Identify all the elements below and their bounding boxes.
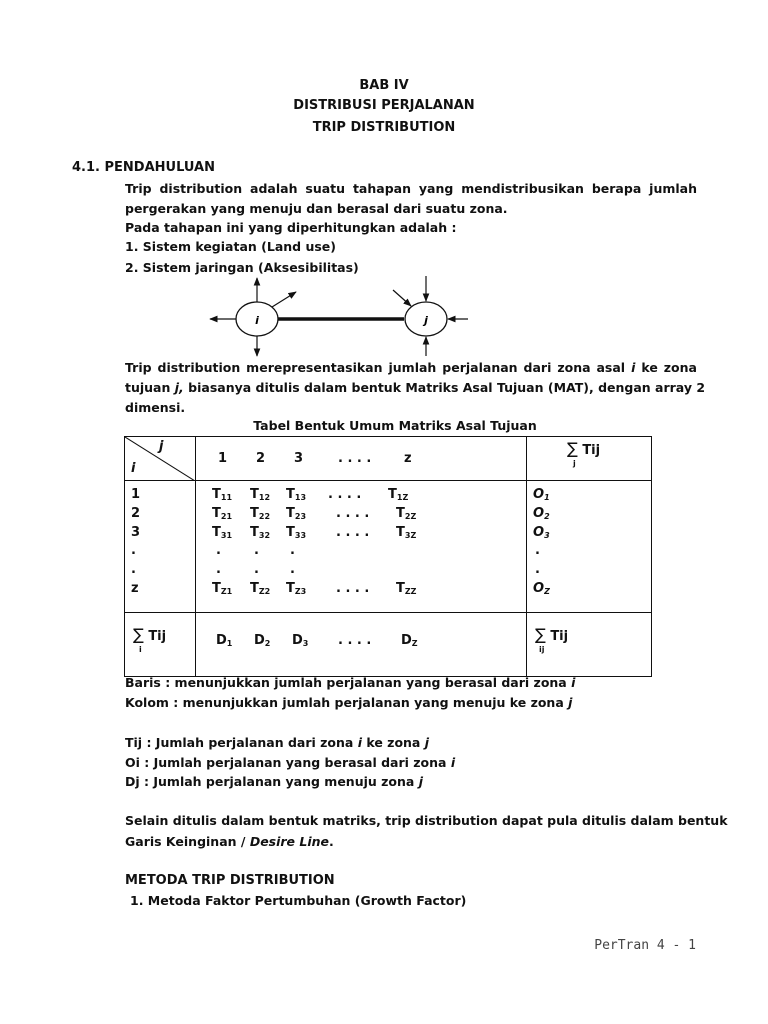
table-caption: Tabel Bentuk Umum Matriks Asal Tujuan xyxy=(253,418,537,433)
corner-j-label: j xyxy=(159,439,164,454)
sigma-icon: ∑ xyxy=(535,625,546,644)
matrix-ellipsis: . . . . xyxy=(336,506,370,521)
matrix-entry: TZ1 xyxy=(212,581,233,596)
paragraph-3-line-2: tujuan j, biasanya ditulis dalam bentuk Matriks Asal Tujuan (MAT), dengan array 2 xyxy=(125,380,706,395)
metoda-heading: METODA TRIP DISTRIBUTION xyxy=(125,873,335,888)
paragraph-2: Pada tahapan ini yang diperhitungkan adalah : xyxy=(125,220,457,235)
origin-total: O2 xyxy=(533,506,550,521)
origin-total: O3 xyxy=(533,525,550,540)
note-baris: Baris : menunjukkan jumlah perjalanan yang berasal dari zona i xyxy=(125,675,576,690)
arrow-j-from-topleft xyxy=(393,290,411,306)
col-header: z xyxy=(404,451,412,466)
matrix-entry: T21 xyxy=(212,506,233,521)
origin-dot: . xyxy=(535,543,540,558)
matrix-dot: . xyxy=(254,562,259,577)
definition-tij: Tij : Jumlah perjalanan dari zona i ke zona j xyxy=(125,735,430,750)
sum-ij-subscript: ij xyxy=(539,645,545,654)
list-item-2: 2. Sistem jaringan (Aksesibilitas) xyxy=(125,260,359,275)
matrix-entry: TZZ xyxy=(396,581,417,596)
row-label: z xyxy=(131,581,139,596)
row-label: 3 xyxy=(131,525,141,540)
sum-ij-cell xyxy=(527,613,652,677)
row-labels-cell xyxy=(125,481,196,613)
sigma-icon: ∑ xyxy=(133,625,144,644)
sum-ij-label: ∑ Tij xyxy=(535,625,569,644)
column-header-cell xyxy=(196,437,527,481)
row-label: 2 xyxy=(131,506,141,521)
zone-flow-diagram xyxy=(200,270,500,360)
matrix-entry: T13 xyxy=(286,487,307,502)
arrow-i-upright xyxy=(272,292,296,307)
matrix-dot: . xyxy=(254,543,259,558)
matrix-dot: . xyxy=(216,543,221,558)
matrix-entry: T1Z xyxy=(388,487,409,502)
matrix-entry: T23 xyxy=(286,506,307,521)
origin-total: O1 xyxy=(533,487,550,502)
paragraph-4-line-1: Selain ditulis dalam bentuk matriks, trip distribution dapat pula ditulis dalam bentuk xyxy=(125,813,728,828)
sum-i-cell xyxy=(125,613,196,677)
matrix-entry: T3Z xyxy=(396,525,417,540)
row-label: . xyxy=(131,543,136,558)
col-header: 1 xyxy=(218,451,228,466)
matrix-body-cell xyxy=(196,481,527,613)
matrix-entry: T2Z xyxy=(396,506,417,521)
matrix-dot: . xyxy=(216,562,221,577)
sigma-icon: ∑ xyxy=(567,439,578,458)
matrix-entry: T11 xyxy=(212,487,233,502)
col-header: . . . . xyxy=(338,451,372,466)
col-header: 2 xyxy=(256,451,266,466)
matrix-entry: T12 xyxy=(250,487,271,502)
origins-cell xyxy=(527,481,652,613)
matrix-entry: T32 xyxy=(250,525,271,540)
chapter-heading: BAB IV xyxy=(359,78,409,93)
destination-total: D2 xyxy=(254,633,271,648)
destination-total: D1 xyxy=(216,633,233,648)
corner-i-label: i xyxy=(131,461,136,476)
origin-total: OZ xyxy=(533,581,550,596)
od-matrix-table xyxy=(124,436,652,677)
list-item-1: 1. Sistem kegiatan (Land use) xyxy=(125,239,336,254)
chapter-subtitle: TRIP DISTRIBUTION xyxy=(312,120,456,135)
sum-i-subscript: i xyxy=(139,645,142,654)
note-kolom: Kolom : menunjukkan jumlah perjalanan yang menuju ke zona j xyxy=(125,695,573,710)
sum-i-label: ∑ Tij xyxy=(133,625,167,644)
sum-j-header: ∑ Tij xyxy=(567,439,601,458)
node-j-label: j xyxy=(424,314,428,327)
matrix-entry: TZ2 xyxy=(250,581,271,596)
paragraph-4-line-2: Garis Keinginan / Desire Line. xyxy=(125,834,334,849)
matrix-entry: TZ3 xyxy=(286,581,307,596)
origin-dot: . xyxy=(535,562,540,577)
matrix-entry: T31 xyxy=(212,525,233,540)
corner-cell xyxy=(125,437,196,481)
matrix-entry: T22 xyxy=(250,506,271,521)
matrix-dot: . xyxy=(290,543,295,558)
row-label: 1 xyxy=(131,487,141,502)
paragraph-1-line-1: Trip distribution adalah suatu tahapan yang mendistribusikan berapa jumlah xyxy=(125,181,697,196)
metoda-item-1: 1. Metoda Faktor Pertumbuhan (Growth Factor) xyxy=(130,893,467,908)
definition-oi: Oi : Jumlah perjalanan yang berasal dari zona i xyxy=(125,755,456,770)
paragraph-1-line-2: pergerakan yang menuju dan berasal dari suatu zona. xyxy=(125,201,508,216)
matrix-ellipsis: . . . . xyxy=(328,487,362,502)
col-header: 3 xyxy=(294,451,304,466)
destination-ellipsis: . . . . xyxy=(338,633,372,648)
matrix-dot: . xyxy=(290,562,295,577)
chapter-title: DISTRIBUSI PERJALANAN xyxy=(293,98,475,113)
sum-j-subscript: j xyxy=(573,459,576,468)
paragraph-3-line-1: Trip distribution merepresentasikan jumlah perjalanan dari zona asal i ke zona xyxy=(125,360,697,375)
destination-total: DZ xyxy=(401,633,418,648)
destination-total: D3 xyxy=(292,633,309,648)
node-i-label: i xyxy=(255,314,259,327)
paragraph-3-line-3: dimensi. xyxy=(125,400,186,415)
matrix-ellipsis: . . . . xyxy=(336,525,370,540)
matrix-ellipsis: . . . . xyxy=(336,581,370,596)
section-heading: 4.1. PENDAHULUAN xyxy=(72,160,215,175)
matrix-entry: T33 xyxy=(286,525,307,540)
sum-j-header-cell xyxy=(527,437,652,481)
page-footer: PerTran 4 - 1 xyxy=(594,938,696,953)
row-label: . xyxy=(131,562,136,577)
destinations-cell xyxy=(196,613,527,677)
definition-dj: Dj : Jumlah perjalanan yang menuju zona j xyxy=(125,774,423,789)
